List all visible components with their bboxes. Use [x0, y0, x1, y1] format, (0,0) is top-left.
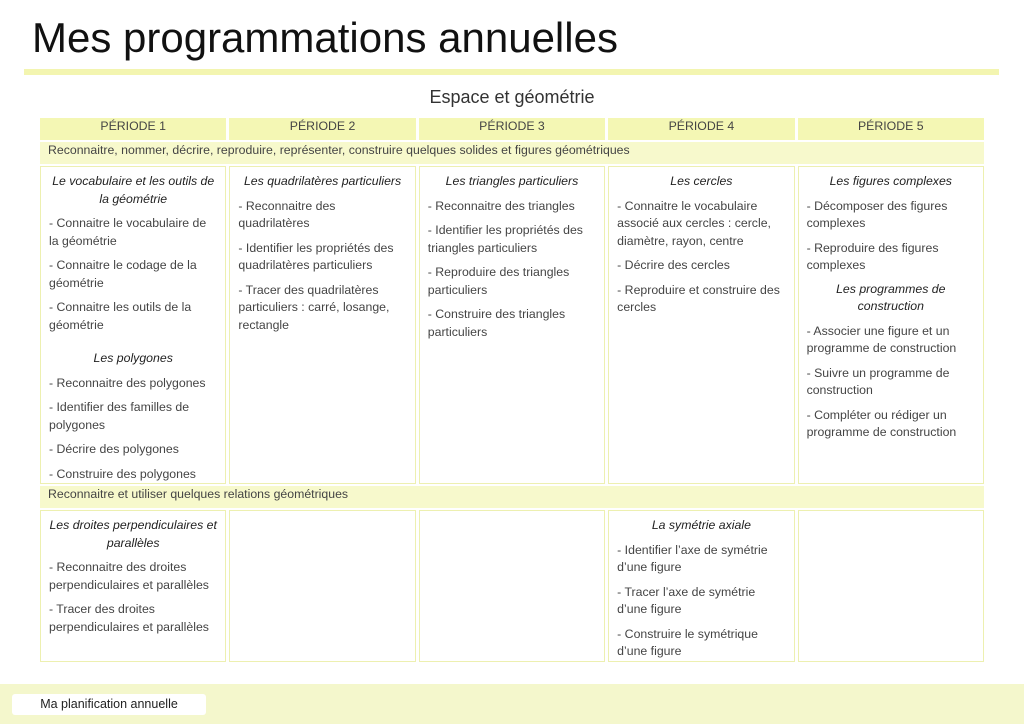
period-header: PÉRIODE 2 [229, 118, 415, 140]
list-item: - Connaitre le vocabulaire de la géométrie [49, 216, 207, 248]
planning-table [37, 116, 987, 664]
topic-heading: Les triangles particuliers [445, 174, 579, 188]
list-item: - Associer une figure et un programme de construction [806, 323, 957, 355]
cell-s2-p3 [419, 510, 605, 662]
period-header: PÉRIODE 3 [419, 118, 605, 140]
list-item: - Décrire des polygones [49, 442, 179, 456]
list-item: - Compléter ou rédiger un programme de construction [806, 407, 957, 439]
cell-s1-p5 [798, 166, 984, 484]
topic-heading: Les programmes de construction [836, 281, 946, 313]
list-item: - Reproduire et construire des cercles [617, 282, 780, 314]
list-item: - Reproduire des figures complexes [806, 240, 939, 272]
topic-heading: Les figures complexes [829, 174, 952, 188]
list-item: - Construire des triangles particuliers [427, 307, 566, 339]
list-item: - Décrire des cercles [617, 258, 730, 272]
list-item: - Reconnaitre des droites perpendiculaires et parallèles [49, 560, 209, 592]
cell-s1-p3 [419, 166, 605, 484]
cell-s1-p4 [608, 166, 794, 484]
topic-heading: La symétrie axiale [651, 518, 751, 532]
topic-heading: Les polygones [93, 351, 173, 365]
period-header: PÉRIODE 4 [608, 118, 794, 140]
list-item: - Construire des polygones [49, 466, 196, 481]
list-item: - Connaitre le codage de la géométrie [49, 258, 197, 290]
list-item: - Suivre un programme de construction [806, 365, 950, 397]
topic-heading: Les droites perpendiculaires et parallèles [49, 518, 217, 550]
list-item: - Reconnaitre des polygones [49, 375, 206, 390]
list-item: - Tracer des quadrilatères particuliers : carré, losange, rectangle [238, 282, 390, 332]
cell-s2-p5 [798, 510, 984, 662]
list-item: - Construire le symétrique d’une figure [617, 626, 758, 658]
page-title: Mes programmations annuelles [32, 14, 618, 61]
section-title: Reconnaitre, nommer, décrire, reproduire, représenter, construire quelques solides et figures géométriques [40, 142, 984, 164]
period-header-row [40, 118, 984, 140]
list-item: - Reproduire des triangles particuliers [427, 265, 570, 297]
list-item: - Identifier l’axe de symétrie d’une figure [617, 542, 768, 574]
list-item: - Identifier les propriétés des triangles particuliers [427, 223, 583, 255]
content-row [40, 166, 984, 484]
section-row [40, 486, 984, 508]
list-item: - Identifier les propriétés des quadrilatères particuliers [238, 240, 394, 272]
list-item: - Reconnaitre des triangles [427, 198, 575, 213]
topic-heading: Les cercles [670, 174, 733, 188]
cell-s1-p1 [40, 166, 226, 484]
content-row [40, 510, 984, 662]
cell-s2-p2 [229, 510, 415, 662]
cell-s2-p4 [608, 510, 794, 662]
section-row [40, 142, 984, 164]
topic-heading: Les quadrilatères particuliers [243, 174, 402, 188]
list-item: - Connaitre les outils de la géométrie [49, 300, 192, 332]
page-subtitle: Espace et géométrie [429, 87, 595, 107]
title-underline [24, 69, 999, 75]
cell-s1-p2 [229, 166, 415, 484]
cell-s2-p1 [40, 510, 226, 662]
topic-heading: Le vocabulaire et les outils de la géométrie [52, 174, 215, 206]
section-title: Reconnaitre et utiliser quelques relations géométriques [40, 486, 984, 508]
list-item: - Tracer l’axe de symétrie d’une figure [617, 584, 756, 616]
list-item: - Décomposer des figures complexes [806, 198, 948, 230]
footer-label: Ma planification annuelle [12, 694, 206, 715]
list-item: - Connaitre le vocabulaire associé aux cercles : cercle, diamètre, rayon, centre [617, 198, 771, 248]
list-item: - Tracer des droites perpendiculaires et parallèles [49, 602, 209, 634]
list-item: - Reconnaitre des quadrilatères [238, 198, 336, 230]
list-item: - Identifier des familles de polygones [49, 400, 190, 432]
period-header: PÉRIODE 1 [40, 118, 226, 140]
period-header: PÉRIODE 5 [798, 118, 984, 140]
